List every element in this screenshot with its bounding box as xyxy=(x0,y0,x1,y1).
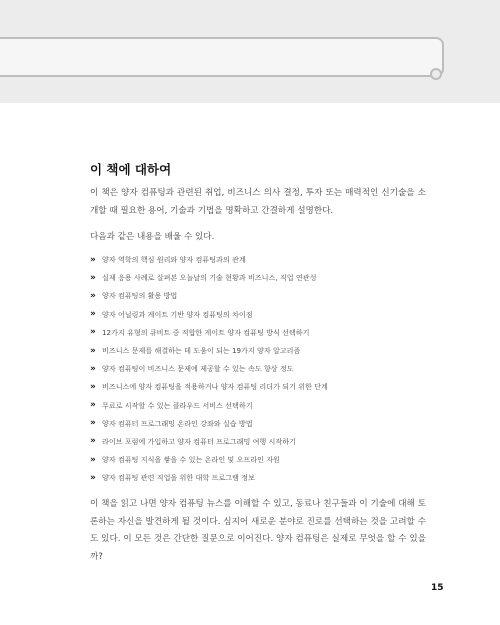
double-chevron-icon: » xyxy=(90,272,93,283)
list-item xyxy=(90,342,430,360)
list-item-text: 양자 컴퓨터 프로그래밍 온라인 강좌와 실습 방법 xyxy=(102,418,253,428)
list-item xyxy=(90,360,430,378)
double-chevron-icon: » xyxy=(90,327,93,338)
list-item-text: 비즈니스 문제를 해결하는 데 도움이 되는 19가지 양자 알고리즘 xyxy=(102,346,301,356)
double-chevron-icon: » xyxy=(90,290,93,301)
double-chevron-icon: » xyxy=(90,454,93,465)
double-chevron-icon: » xyxy=(90,254,93,265)
list-item-text: 실제 응용 사례로 살펴본 오늘날의 기술 현황과 비즈니스, 직업 연관성 xyxy=(102,273,317,283)
list-item-text: 12가지 유형의 큐비트 중 적합한 게이트 양자 컴퓨팅 방식 선택하기 xyxy=(102,327,310,337)
list-item xyxy=(90,415,430,433)
list-item-text: 양자 역학의 핵심 원리와 양자 컴퓨팅과의 관계 xyxy=(102,255,246,265)
list-item xyxy=(90,397,430,415)
double-chevron-icon: » xyxy=(90,400,93,411)
frame-ring-icon xyxy=(430,68,442,80)
list-item xyxy=(90,378,430,396)
list-item-text: 무료로 시작할 수 있는 클라우드 서비스 선택하기 xyxy=(102,400,253,410)
list-item-text: 양자 어닐링과 게이트 기반 양자 컴퓨팅의 차이점 xyxy=(102,309,253,319)
decorative-frame xyxy=(0,37,444,77)
double-chevron-icon: » xyxy=(90,418,93,429)
list-item-text: 양자 컴퓨팅 지식을 쌓을 수 있는 온라인 및 오프라인 자원 xyxy=(102,455,280,465)
double-chevron-icon: » xyxy=(90,472,93,483)
list-item xyxy=(90,251,430,269)
double-chevron-icon: » xyxy=(90,381,93,392)
list-item-text: 양자 컴퓨팅의 활용 방법 xyxy=(102,291,178,301)
list-item-text: 비즈니스에 양자 컴퓨팅을 적용하거나 양자 컴퓨팅 리더가 되기 위한 단계 xyxy=(102,382,328,392)
list-item xyxy=(90,469,430,487)
list-item xyxy=(90,287,430,305)
list-item xyxy=(90,451,430,469)
closing-paragraph: 이 책을 읽고 나면 양자 컴퓨팅 뉴스를 이해할 수 있고, 동료나 친구들과 이 기술에 대해 토론하는 자신을 발견하게 될 것이다. 심지어 새로운 분야로 진로를 선택하는 것을 고려할 수도 있다. 이 모든 것은 간단한 질문으로 이어진다. 양자 컴퓨팅은 실제로 무엇을 할 수 있을까? xyxy=(90,499,426,562)
list-item xyxy=(90,433,430,451)
double-chevron-icon: » xyxy=(90,363,93,374)
header-band xyxy=(0,0,500,103)
list-item xyxy=(90,306,430,324)
section-title: 이 책에 대하여 xyxy=(90,162,172,177)
list-item-text: 양자 컴퓨팅이 비즈니스 문제에 제공할 수 있는 속도 향상 정도 xyxy=(102,364,294,374)
lead-sentence: 다음과 같은 내용을 배울 수 있다. xyxy=(90,232,215,242)
list-item-text: 라이브 포럼에 가입하고 양자 컴퓨터 프로그래밍 여행 시작하기 xyxy=(102,436,296,446)
double-chevron-icon: » xyxy=(90,436,93,447)
list-item xyxy=(90,324,430,342)
double-chevron-icon: » xyxy=(90,309,93,320)
double-chevron-icon: » xyxy=(90,345,93,356)
intro-paragraph: 이 책은 양자 컴퓨팅과 관련된 취업, 비즈니스 의사 결정, 투자 또는 매력적인 신기술을 소개할 때 필요한 용어, 기술과 기법을 명확하고 간결하게 설명한다. xyxy=(90,188,426,216)
page-number: 15 xyxy=(431,583,444,593)
list-item-text: 양자 컴퓨팅 관련 직업을 위한 대학 프로그램 정보 xyxy=(102,473,255,483)
list-item xyxy=(90,269,430,287)
topic-list xyxy=(90,251,430,487)
